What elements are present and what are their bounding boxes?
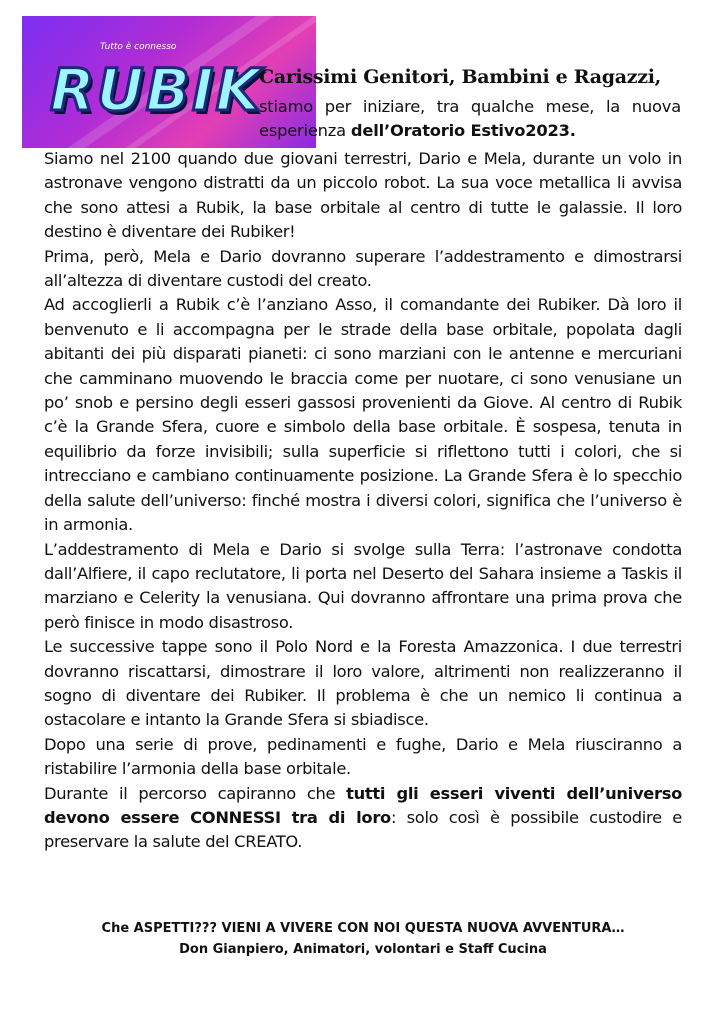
- paragraph-7-bold: tutti gli esseri viventi dell’universo devono essere CONNESSI tra di loro: [44, 783, 683, 827]
- greeting-heading: Carissimi Genitori, Bambini e Ragazzi,: [259, 66, 661, 88]
- story-text: [44, 147, 682, 855]
- footer-invite: Che ASPETTI??? VIENI A VIVERE CON NOI QUESTA NUOVA AVVENTURA…: [101, 921, 625, 936]
- paragraph-2: Prima, però, Mela e Dario dovranno superare l’addestramento e dimostrarsi all’altezza di diventare custodi del creato.: [44, 246, 682, 291]
- intro-bold: dell’Oratorio Estivo2023.: [350, 121, 576, 141]
- paragraph-6: Dopo una serie di prove, pedinamenti e fughe, Dario e Mela riusciranno a ristabilire l’armonia della base orbitale.: [44, 734, 682, 779]
- intro-paragraph: [259, 95, 681, 144]
- paragraph-3: Ad accoglierli a Rubik c’è l’anziano Asso, il comandante dei Rubiker. Dà loro il benvenuto e li accompagna per le strade della base orbitale, popolata dagli abitanti dei più disparati pianeti: ci sono marziani con le antenne e mercuriani che camminano muovendo le braccia come per nuotare, ci sono venusiane un po’ snob e persino degli esseri gassosi provenienti da Giove. Al centro di Rubik c’è la Grande Sfera, cuore e simbolo della base orbitale. È sospesa, tenuta in equilibrio da forze invisibili; sulla superficie si riflettono tutti i colori, che si intrecciano e cambiano continuamente posizione. La Grande Sfera è lo specchio della salute dell’universo: finché mostra i diversi colori, significa che l’universo è in armonia.: [44, 295, 682, 535]
- paragraph-7: [44, 782, 682, 855]
- paragraph-1: Siamo nel 2100 quando due giovani terrestri, Dario e Mela, durante un volo in astronave vengono distratti da un piccolo robot. La sua voce metallica li avvisa che sono attesi a Rubik, la base orbitale al centro di tutte le galassie. Il loro destino è diventare dei Rubiker!: [44, 149, 682, 242]
- paragraph-5: Le successive tappe sono il Polo Nord e la Foresta Amazzonica. I due terrestri dovranno riscattarsi, dimostrare il loro valore, altrimenti non realizzeranno il sogno di diventare dei Rubiker. Il problema è che un nemico li continua a ostacolare e intanto la Grande Sfera si sbiadisce.: [44, 637, 682, 730]
- intro-text: stiamo per iniziare, tra qualche mese, la nuova esperienza: [259, 97, 681, 141]
- paragraph-7-before: Durante il percorso capiranno che: [44, 783, 347, 803]
- footer: [44, 918, 682, 960]
- logo-tagline: Tutto è connesso: [100, 42, 177, 52]
- paragraph-4: L’addestramento di Mela e Dario si svolge sulla Terra: l’astronave condotta dall’Alfiere, il capo reclutatore, li porta nel Deserto del Sahara insieme a Taskis il marziano e Celerity la venusiana. Qui dovranno affrontare una prima prova che però finisce in modo disastroso.: [44, 539, 682, 632]
- logo-wordmark: RUBIK: [50, 56, 263, 124]
- footer-signature: Don Gianpiero, Animatori, volontari e Staff Cucina: [179, 942, 547, 957]
- paragraph-7-after: : solo così è possibile custodire e preservare la salute del CREATO.: [44, 807, 682, 852]
